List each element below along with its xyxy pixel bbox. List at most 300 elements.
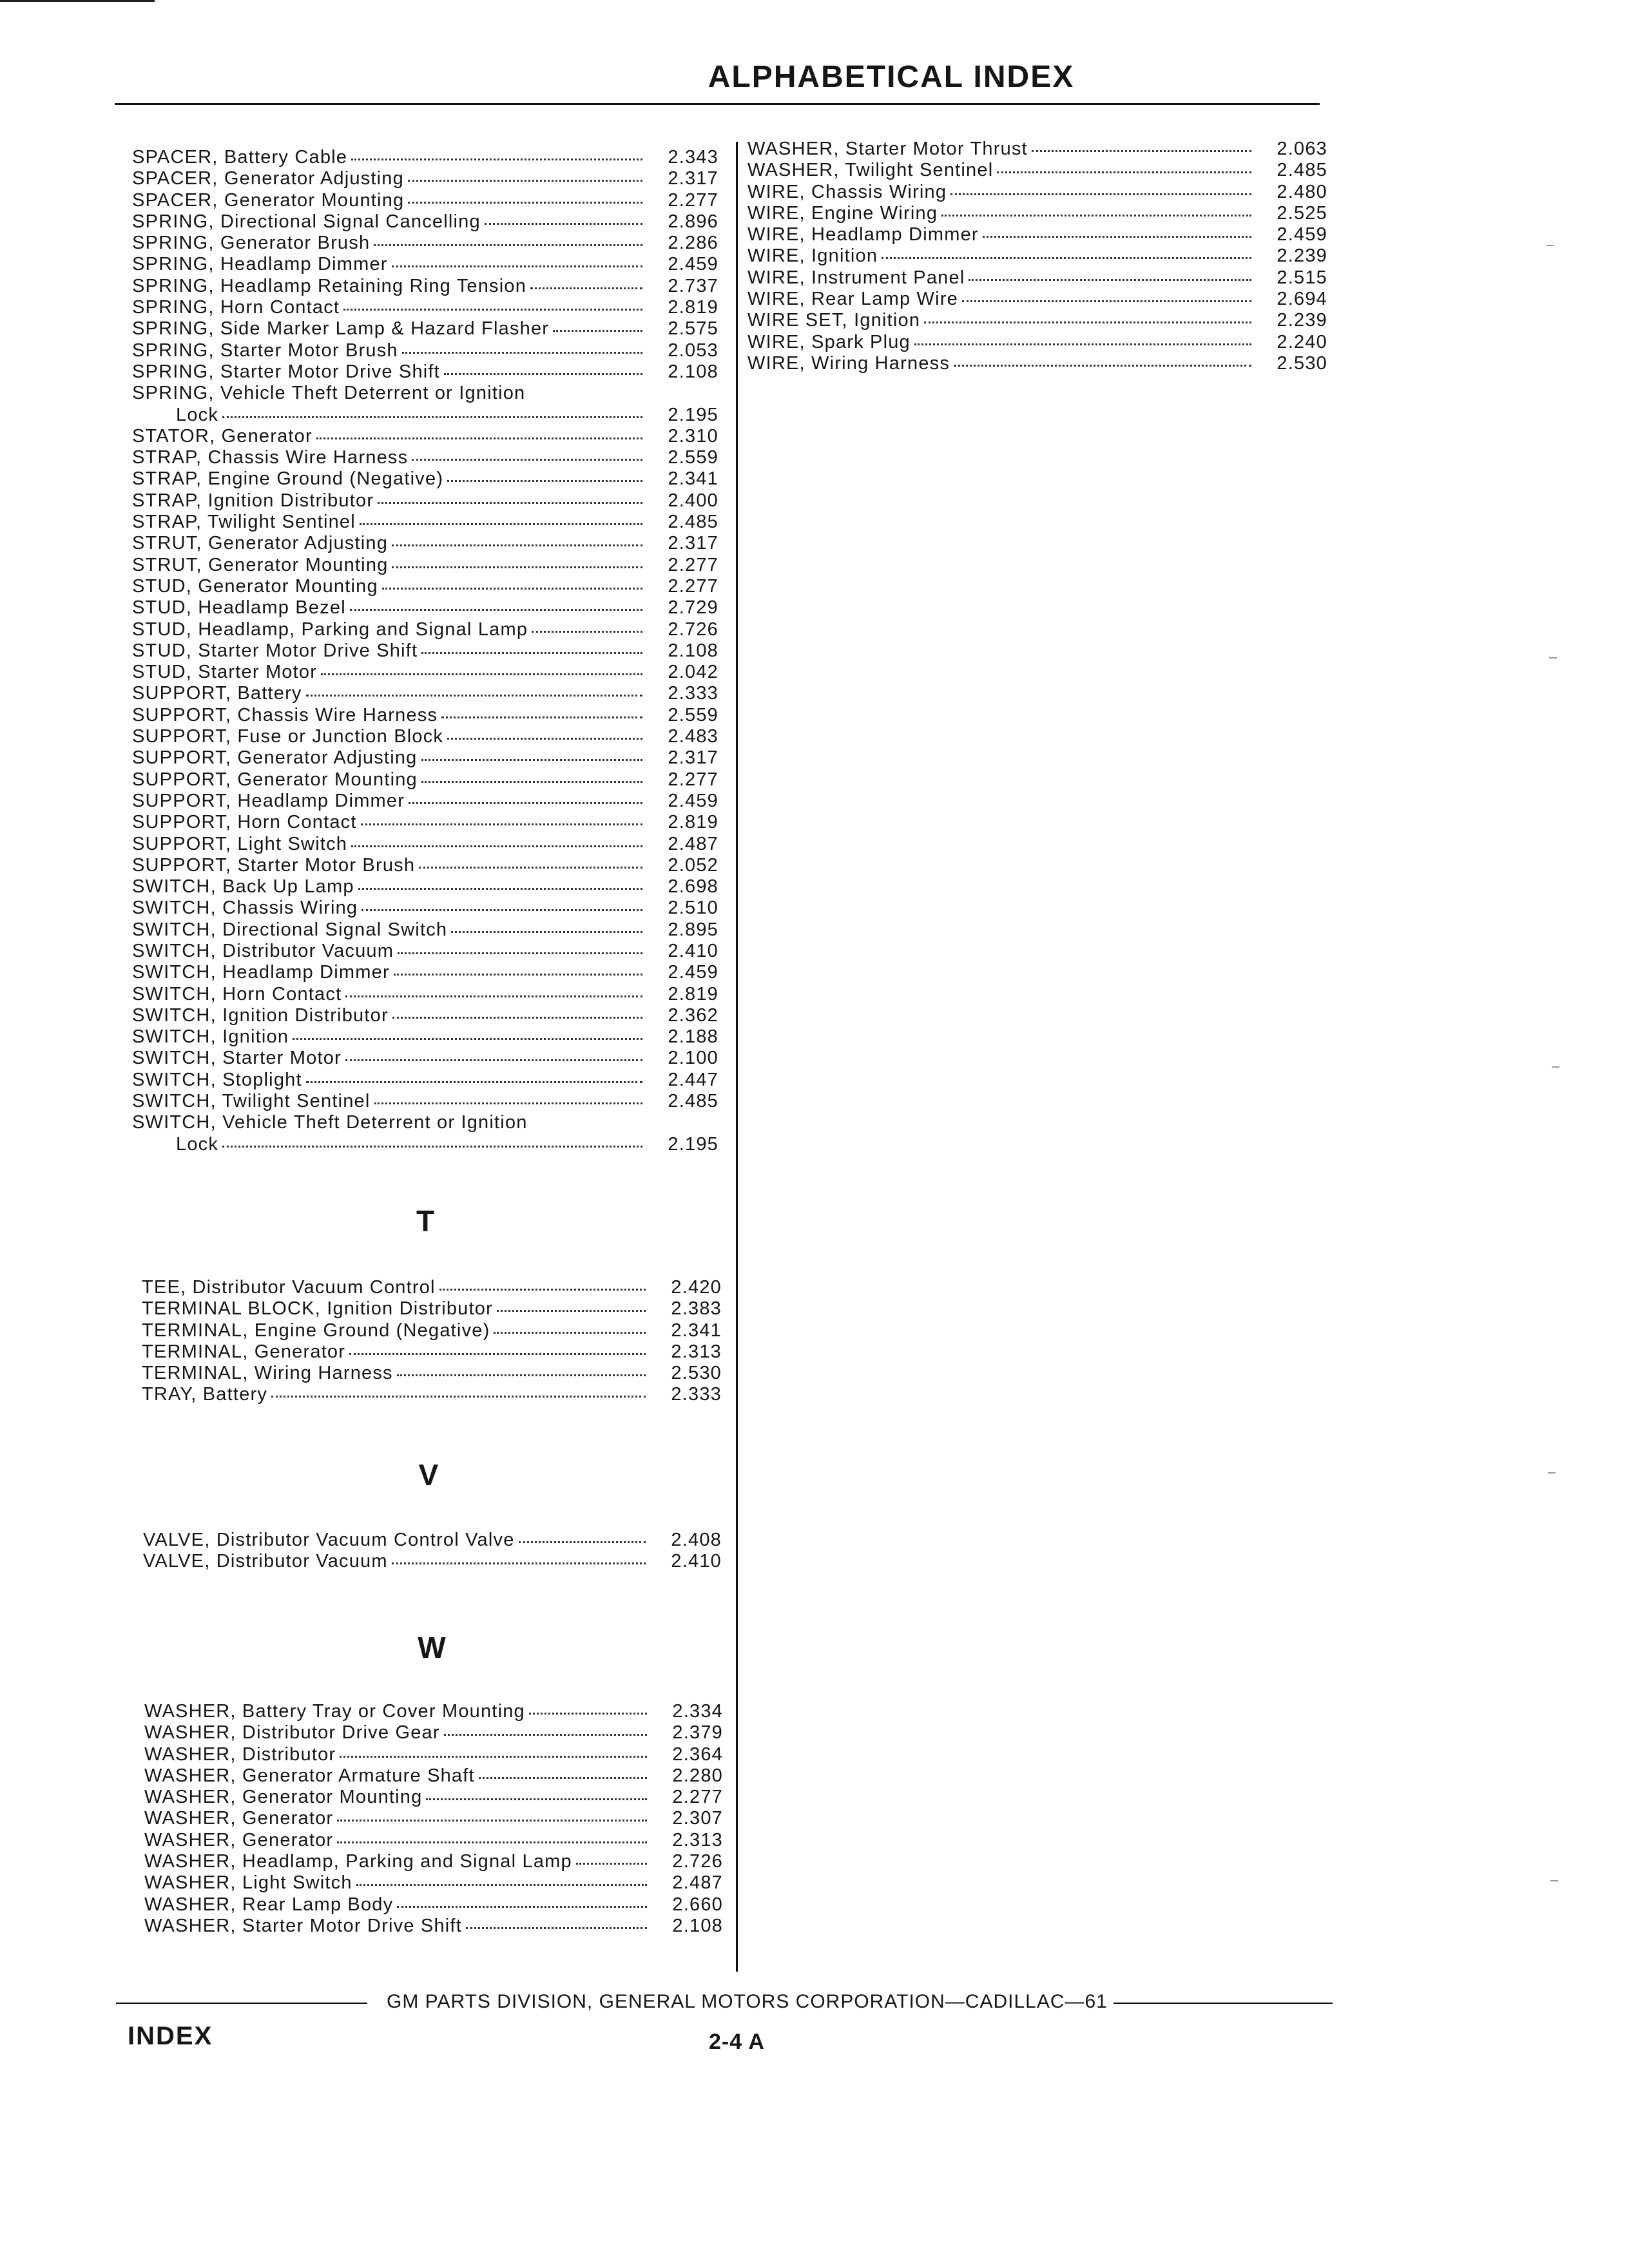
index-entry xyxy=(132,1134,718,1155)
entry-page-number: 2.485 xyxy=(668,1091,718,1112)
entry-label: SUPPORT, Horn Contact xyxy=(132,812,357,833)
scan-speck xyxy=(1552,1066,1559,1068)
dot-leader xyxy=(408,175,642,182)
index-entry xyxy=(132,984,718,1005)
entry-label: SUPPORT, Generator Adjusting xyxy=(132,747,418,769)
index-entry xyxy=(132,1026,718,1048)
entry-page-number: 2.485 xyxy=(668,512,718,533)
index-entry xyxy=(132,576,718,597)
entry-label: STUD, Headlamp Bezel xyxy=(132,597,346,619)
entry-page-number: 2.333 xyxy=(668,683,718,704)
entry-page-number: 2.195 xyxy=(668,404,718,425)
entry-label: SPRING, Directional Signal Cancelling xyxy=(132,211,481,232)
entry-label: SPRING, Vehicle Theft Deterrent or Ignition xyxy=(132,383,526,404)
entry-label: SPRING, Starter Motor Drive Shift xyxy=(132,361,440,382)
entry-page-number: 2.459 xyxy=(668,790,718,811)
index-entry xyxy=(747,160,1327,181)
dot-leader xyxy=(356,1879,647,1886)
index-entry xyxy=(132,318,718,340)
index-entry xyxy=(132,297,718,318)
entry-page-number: 2.575 xyxy=(668,318,718,340)
dot-leader xyxy=(532,626,642,633)
entry-page-number: 2.313 xyxy=(672,1829,723,1850)
dot-leader xyxy=(409,797,642,804)
index-column-right xyxy=(747,139,1327,374)
dot-leader xyxy=(271,1390,646,1398)
dot-leader xyxy=(412,454,642,461)
entry-label: STRAP, Engine Ground (Negative) xyxy=(132,468,444,490)
index-section-t xyxy=(142,1277,722,1406)
dot-leader xyxy=(882,252,1251,259)
dot-leader xyxy=(397,1901,647,1908)
dot-leader xyxy=(494,1327,646,1334)
footer-rule-left xyxy=(116,2003,367,2004)
dot-leader xyxy=(337,1814,647,1821)
dot-leader xyxy=(447,733,642,740)
entry-page-number: 2.317 xyxy=(668,168,718,189)
entry-page-number: 2.100 xyxy=(668,1048,718,1069)
entry-page-number: 2.383 xyxy=(671,1298,722,1320)
dot-leader xyxy=(421,776,642,783)
entry-label: TERMINAL, Generator xyxy=(142,1341,346,1362)
entry-page-number: 2.188 xyxy=(668,1026,718,1048)
entry-page-number: 2.515 xyxy=(1277,267,1327,288)
entry-label: WASHER, Generator xyxy=(144,1808,334,1829)
entry-label: WIRE, Ignition xyxy=(747,245,878,267)
entry-page-number: 2.063 xyxy=(1277,139,1327,159)
dot-leader xyxy=(447,475,642,482)
index-entry xyxy=(132,619,718,640)
entry-page-number: 2.108 xyxy=(668,361,718,382)
dot-leader xyxy=(345,1054,642,1061)
dot-leader xyxy=(1032,145,1251,152)
dot-leader xyxy=(306,689,642,697)
dot-leader xyxy=(222,411,642,418)
entry-page-number: 2.530 xyxy=(1277,352,1327,374)
dot-leader xyxy=(392,539,642,546)
entry-label: STRAP, Twilight Sentinel xyxy=(132,512,356,533)
index-entry xyxy=(132,190,718,211)
index-entry xyxy=(132,383,718,404)
dot-leader xyxy=(382,582,642,590)
index-entry xyxy=(747,310,1327,331)
index-entry xyxy=(132,276,718,297)
entry-label: SPACER, Generator Adjusting xyxy=(132,168,404,189)
dot-leader xyxy=(529,1707,647,1715)
index-entry xyxy=(132,919,718,941)
dot-leader xyxy=(316,432,642,439)
entry-page-number: 2.240 xyxy=(1277,331,1327,352)
dot-leader xyxy=(350,604,642,611)
entry-page-number: 2.341 xyxy=(671,1320,722,1341)
index-entry xyxy=(132,705,718,726)
entry-page-number: 2.819 xyxy=(668,983,718,1004)
index-entry xyxy=(747,289,1327,310)
index-entry xyxy=(132,447,718,468)
entry-page-number: 2.819 xyxy=(668,812,718,833)
entry-label: SUPPORT, Generator Mounting xyxy=(132,769,418,790)
entry-label: SPRING, Headlamp Retaining Ring Tension xyxy=(132,275,527,296)
index-entry xyxy=(132,876,718,898)
entry-page-number: 2.459 xyxy=(668,962,718,983)
index-entry xyxy=(132,769,718,791)
entry-label: SUPPORT, Headlamp Dimmer xyxy=(132,790,405,811)
index-entry xyxy=(143,1551,722,1572)
index-entry xyxy=(132,597,718,619)
index-entry xyxy=(132,662,718,683)
entry-label: WASHER, Generator xyxy=(144,1829,334,1850)
entry-page-number: 2.530 xyxy=(671,1363,722,1384)
scan-speck xyxy=(1550,1880,1558,1881)
entry-label: VALVE, Distributor Vacuum Control Valve xyxy=(143,1530,515,1550)
entry-label: STRAP, Chassis Wire Harness xyxy=(132,447,409,468)
index-entry xyxy=(747,182,1327,203)
index-entry xyxy=(747,332,1327,353)
dot-leader xyxy=(444,1729,647,1736)
entry-label: TERMINAL BLOCK, Ignition Distributor xyxy=(142,1298,493,1320)
entry-page-number: 2.410 xyxy=(668,940,718,961)
entry-label: WIRE, Rear Lamp Wire xyxy=(747,289,958,310)
entry-label: STUD, Headlamp, Parking and Signal Lamp xyxy=(132,619,528,640)
entry-page-number: 2.819 xyxy=(668,297,718,318)
index-entry xyxy=(132,834,718,855)
footer-page-number: 2-4 A xyxy=(709,2030,765,2054)
dot-leader xyxy=(374,239,642,246)
entry-page-number: 2.317 xyxy=(668,533,718,554)
entry-label: SPRING, Headlamp Dimmer xyxy=(132,254,388,275)
index-entry xyxy=(132,1091,718,1112)
entry-page-number: 2.726 xyxy=(668,619,718,640)
index-entry xyxy=(132,361,718,383)
dot-leader xyxy=(343,303,642,311)
entry-page-number: 2.408 xyxy=(671,1530,722,1550)
entry-page-number: 2.313 xyxy=(671,1341,722,1362)
entry-page-number: 2.660 xyxy=(672,1894,723,1915)
scan-edge-mark xyxy=(0,0,155,2)
index-entry xyxy=(144,1744,723,1765)
entry-label: STUD, Starter Motor Drive Shift xyxy=(132,640,418,661)
entry-page-number: 2.195 xyxy=(668,1133,718,1155)
dot-leader xyxy=(962,295,1251,302)
index-entry xyxy=(132,533,718,554)
index-entry xyxy=(132,405,718,426)
entry-label: SPACER, Battery Cable xyxy=(132,147,348,168)
dot-leader xyxy=(983,231,1251,238)
dot-leader xyxy=(576,1858,647,1865)
entry-label: WIRE, Chassis Wiring xyxy=(747,181,947,202)
entry-page-number: 2.459 xyxy=(1277,224,1327,245)
entry-page-number: 2.410 xyxy=(671,1551,722,1572)
section-letter-v: V xyxy=(418,1458,439,1492)
dot-leader xyxy=(519,1536,646,1543)
dot-leader xyxy=(914,338,1251,345)
index-entry xyxy=(132,211,718,233)
index-entry xyxy=(132,812,718,833)
dot-leader xyxy=(360,518,642,525)
section-letter-w: W xyxy=(418,1631,446,1664)
entry-label: STUD, Starter Motor xyxy=(132,662,318,683)
entry-label: TRAY, Battery xyxy=(142,1384,268,1405)
index-entry xyxy=(132,962,718,983)
index-entry xyxy=(132,941,718,962)
entry-label: WASHER, Twilight Sentinel xyxy=(747,160,994,181)
dot-leader xyxy=(419,861,642,869)
entry-page-number: 2.277 xyxy=(672,1787,723,1808)
entry-label: SPRING, Side Marker Lamp & Hazard Flasher xyxy=(132,318,550,340)
dot-leader xyxy=(497,1305,646,1312)
dot-leader xyxy=(392,1557,646,1564)
index-section-w xyxy=(144,1701,723,1937)
dot-leader xyxy=(398,947,642,954)
index-entry xyxy=(132,898,718,919)
index-entry xyxy=(132,512,718,533)
entry-label: SWITCH, Distributor Vacuum xyxy=(132,940,394,961)
entry-label: SUPPORT, Chassis Wire Harness xyxy=(132,704,438,726)
dot-leader xyxy=(293,1033,642,1040)
dot-leader xyxy=(479,1772,647,1779)
entry-label: VALVE, Distributor Vacuum xyxy=(143,1551,388,1572)
dot-leader xyxy=(426,1793,647,1800)
scan-speck xyxy=(1548,1472,1556,1474)
entry-page-number: 2.310 xyxy=(668,425,718,447)
entry-page-number: 2.896 xyxy=(668,211,718,232)
dot-leader xyxy=(530,282,642,289)
index-entry xyxy=(142,1384,722,1405)
index-entry xyxy=(132,426,718,447)
dot-leader xyxy=(421,754,643,761)
entry-label: WASHER, Rear Lamp Body xyxy=(144,1894,394,1915)
entry-label: SWITCH, Headlamp Dimmer xyxy=(132,962,390,983)
footer-rule-right xyxy=(1113,2003,1333,2004)
entry-page-number: 2.343 xyxy=(668,147,718,168)
entry-page-number: 2.726 xyxy=(672,1851,723,1872)
entry-label: STRUT, Generator Mounting xyxy=(132,554,389,575)
entry-page-number: 2.042 xyxy=(668,662,718,683)
entry-page-number: 2.487 xyxy=(672,1872,723,1894)
entry-page-number: 2.286 xyxy=(668,233,718,254)
entry-page-number: 2.559 xyxy=(668,447,718,468)
dot-leader xyxy=(553,325,642,332)
dot-leader xyxy=(924,316,1251,323)
entry-page-number: 2.277 xyxy=(668,554,718,575)
entry-label: WASHER, Distributor Drive Gear xyxy=(144,1722,440,1744)
entry-page-number: 2.333 xyxy=(671,1384,722,1405)
index-entry xyxy=(132,254,718,275)
dot-leader xyxy=(439,1283,646,1291)
entry-page-number: 2.053 xyxy=(668,340,718,361)
entry-page-number: 2.510 xyxy=(668,898,718,919)
entry-label: WASHER, Headlamp, Parking and Signal Lamp xyxy=(144,1851,572,1872)
entry-page-number: 2.729 xyxy=(668,597,718,619)
dot-leader xyxy=(466,1922,647,1929)
entry-label: WIRE SET, Ignition xyxy=(747,310,921,331)
dot-leader xyxy=(408,197,642,204)
dot-leader xyxy=(321,668,642,675)
index-entry xyxy=(144,1830,723,1851)
dot-leader xyxy=(997,166,1251,173)
entry-page-number: 2.364 xyxy=(672,1744,723,1765)
entry-label: SWITCH, Ignition xyxy=(132,1026,289,1048)
entry-label: SUPPORT, Light Switch xyxy=(132,833,348,854)
index-entry xyxy=(747,203,1327,224)
dot-leader xyxy=(392,1012,642,1019)
index-entry xyxy=(142,1341,722,1363)
entry-label: SWITCH, Directional Signal Switch xyxy=(132,919,448,940)
index-entry xyxy=(144,1851,723,1872)
index-entry xyxy=(132,726,718,747)
dot-leader xyxy=(392,561,642,568)
entry-page-number: 2.737 xyxy=(668,275,718,296)
entry-label: WASHER, Starter Motor Drive Shift xyxy=(144,1915,462,1936)
entry-label: WIRE, Wiring Harness xyxy=(747,352,950,374)
dot-leader xyxy=(306,1076,642,1083)
entry-label: SPACER, Generator Mounting xyxy=(132,189,405,211)
index-entry xyxy=(132,683,718,704)
entry-label: WASHER, Light Switch xyxy=(144,1872,352,1894)
entry-label: SUPPORT, Battery xyxy=(132,683,302,704)
dot-leader xyxy=(340,1751,647,1758)
title-rule xyxy=(115,103,1320,105)
index-entry xyxy=(132,555,718,576)
dot-leader xyxy=(351,153,642,160)
entry-label: SWITCH, Back Up Lamp xyxy=(132,876,354,898)
index-entry xyxy=(747,267,1327,289)
entry-page-number: 2.108 xyxy=(668,640,718,661)
entry-page-number: 2.239 xyxy=(1277,245,1327,267)
dot-leader xyxy=(361,818,642,825)
index-entry xyxy=(132,1070,718,1091)
dot-leader xyxy=(378,497,642,504)
dot-leader xyxy=(421,647,642,654)
entry-label: WIRE, Instrument Panel xyxy=(747,267,965,288)
scan-speck xyxy=(1547,245,1554,246)
index-entry xyxy=(132,490,718,512)
entry-page-number: 2.525 xyxy=(1277,202,1327,224)
dot-leader xyxy=(394,968,642,975)
page-title: ALPHABETICAL INDEX xyxy=(708,60,1075,94)
index-entry xyxy=(142,1298,722,1320)
dot-leader xyxy=(397,1369,646,1376)
entry-label: SWITCH, Stoplight xyxy=(132,1069,302,1090)
dot-leader xyxy=(345,990,642,997)
entry-page-number: 2.277 xyxy=(668,189,718,211)
entry-page-number: 2.480 xyxy=(1277,181,1327,202)
footer-publisher: GM PARTS DIVISION, GENERAL MOTORS CORPORATION—CADILLAC—61 xyxy=(387,1991,1108,2012)
entry-label: WASHER, Battery Tray or Cover Mounting xyxy=(144,1701,525,1722)
dot-leader xyxy=(941,209,1251,216)
dot-leader xyxy=(441,711,642,718)
scan-speck xyxy=(1549,657,1557,658)
index-entry xyxy=(132,855,718,876)
index-entry xyxy=(132,1005,718,1026)
entry-label: TERMINAL, Engine Ground (Negative) xyxy=(142,1320,490,1341)
index-entry xyxy=(132,640,718,662)
dot-leader xyxy=(402,347,642,354)
entry-label: SUPPORT, Starter Motor Brush xyxy=(132,854,416,876)
entry-label: WIRE, Headlamp Dimmer xyxy=(747,224,979,245)
index-entry xyxy=(132,747,718,769)
dot-leader xyxy=(444,368,642,375)
dot-leader xyxy=(349,1348,646,1355)
entry-label: Lock xyxy=(176,404,219,425)
entry-page-number: 2.052 xyxy=(668,854,718,876)
entry-label: SPRING, Starter Motor Brush xyxy=(132,340,398,361)
entry-page-number: 2.559 xyxy=(668,704,718,726)
index-entry xyxy=(142,1277,722,1298)
dot-leader xyxy=(485,218,642,225)
dot-leader xyxy=(361,904,642,911)
entry-page-number: 2.307 xyxy=(672,1808,723,1829)
index-entry xyxy=(132,340,718,361)
entry-page-number: 2.420 xyxy=(671,1277,722,1298)
entry-label: STRUT, Generator Adjusting xyxy=(132,533,389,554)
entry-page-number: 2.108 xyxy=(672,1915,723,1936)
dot-leader xyxy=(969,274,1251,281)
entry-label: SWITCH, Ignition Distributor xyxy=(132,1004,389,1026)
footer-section-label: INDEX xyxy=(128,2022,213,2050)
index-entry xyxy=(132,147,718,168)
entry-label: SWITCH, Chassis Wiring xyxy=(132,898,358,919)
entry-page-number: 2.334 xyxy=(672,1701,723,1722)
index-entry xyxy=(132,791,718,812)
entry-page-number: 2.485 xyxy=(1277,160,1327,181)
dot-leader xyxy=(451,926,642,933)
entry-page-number: 2.239 xyxy=(1277,310,1327,331)
entry-page-number: 2.379 xyxy=(672,1722,723,1744)
index-entry xyxy=(132,168,718,189)
dot-leader xyxy=(950,188,1251,195)
entry-page-number: 2.895 xyxy=(668,919,718,940)
entry-label: WASHER, Generator Mounting xyxy=(144,1787,423,1808)
entry-page-number: 2.447 xyxy=(668,1069,718,1090)
entry-page-number: 2.280 xyxy=(672,1765,723,1786)
entry-label: STATOR, Generator xyxy=(132,425,313,447)
entry-label: WIRE, Engine Wiring xyxy=(747,202,938,224)
index-entry xyxy=(144,1872,723,1894)
index-entry xyxy=(747,353,1327,374)
entry-label: TERMINAL, Wiring Harness xyxy=(142,1363,393,1384)
index-entry xyxy=(142,1320,722,1341)
entry-label: STUD, Generator Mounting xyxy=(132,575,378,597)
dot-leader xyxy=(222,1140,642,1148)
index-section-v xyxy=(143,1530,722,1573)
index-entry xyxy=(144,1765,723,1787)
index-column-s xyxy=(132,147,718,1155)
dot-leader xyxy=(337,1836,647,1843)
index-entry xyxy=(132,1048,718,1069)
index-entry xyxy=(142,1363,722,1384)
entry-page-number: 2.698 xyxy=(668,876,718,898)
entry-page-number: 2.400 xyxy=(668,490,718,511)
entry-page-number: 2.277 xyxy=(668,575,718,597)
dot-leader xyxy=(374,1097,642,1104)
dot-leader xyxy=(358,883,642,890)
entry-label: WIRE, Spark Plug xyxy=(747,331,911,352)
entry-label: SWITCH, Vehicle Theft Deterrent or Ignition xyxy=(132,1112,528,1133)
entry-label: SPRING, Horn Contact xyxy=(132,297,340,318)
entry-label: SWITCH, Starter Motor xyxy=(132,1048,342,1069)
entry-label: WASHER, Starter Motor Thrust xyxy=(747,139,1028,159)
index-entry xyxy=(144,1894,723,1916)
entry-label: WASHER, Distributor xyxy=(144,1744,336,1765)
entry-label: WASHER, Generator Armature Shaft xyxy=(144,1765,475,1786)
index-entry xyxy=(144,1916,723,1937)
entry-page-number: 2.487 xyxy=(668,833,718,854)
index-entry xyxy=(144,1787,723,1808)
entry-label: SWITCH, Horn Contact xyxy=(132,983,342,1004)
entry-page-number: 2.317 xyxy=(668,747,718,769)
index-entry xyxy=(747,245,1327,267)
